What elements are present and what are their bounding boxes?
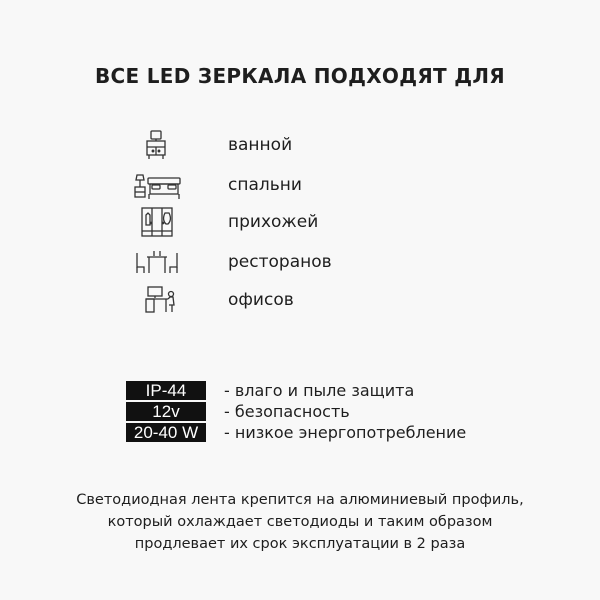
office-desk-icon [132, 285, 182, 317]
spec-badge: 20-40 W [126, 423, 206, 442]
room-label: ванной [228, 135, 293, 155]
spec-badge: IP-44 [126, 381, 206, 400]
dining-table-icon [132, 247, 182, 279]
bed-icon [132, 170, 182, 202]
spec-description: - безопасность [224, 402, 350, 421]
wardrobe-icon [132, 207, 182, 239]
room-label: офисов [228, 290, 294, 310]
spec-badge: 12v [126, 402, 206, 421]
room-item-offices [132, 285, 492, 317]
spec-row-voltage [126, 402, 506, 422]
room-label: прихожей [228, 212, 319, 232]
room-item-restaurants [132, 247, 492, 279]
room-item-bedroom [132, 170, 492, 202]
page-title: ВСЕ LED ЗЕРКАЛА ПОДХОДЯТ ДЛЯ [95, 64, 505, 88]
spec-row-ip [126, 381, 506, 401]
spec-description: - низкое энергопотребление [224, 423, 467, 442]
led-strip-note: Светодиодная лента крепится на алюминиевый профиль, который охлаждает светодиоды и таким образом продлевает их срок эксплуатации в 2 раза [76, 492, 524, 552]
spec-row-power [126, 423, 506, 443]
spec-description: - влаго и пыле защита [224, 381, 415, 400]
room-label: спальни [228, 175, 302, 195]
room-item-hallway [132, 207, 492, 239]
vanity-icon [132, 130, 182, 162]
room-label: ресторанов [228, 252, 332, 272]
room-item-bathroom [132, 130, 492, 162]
